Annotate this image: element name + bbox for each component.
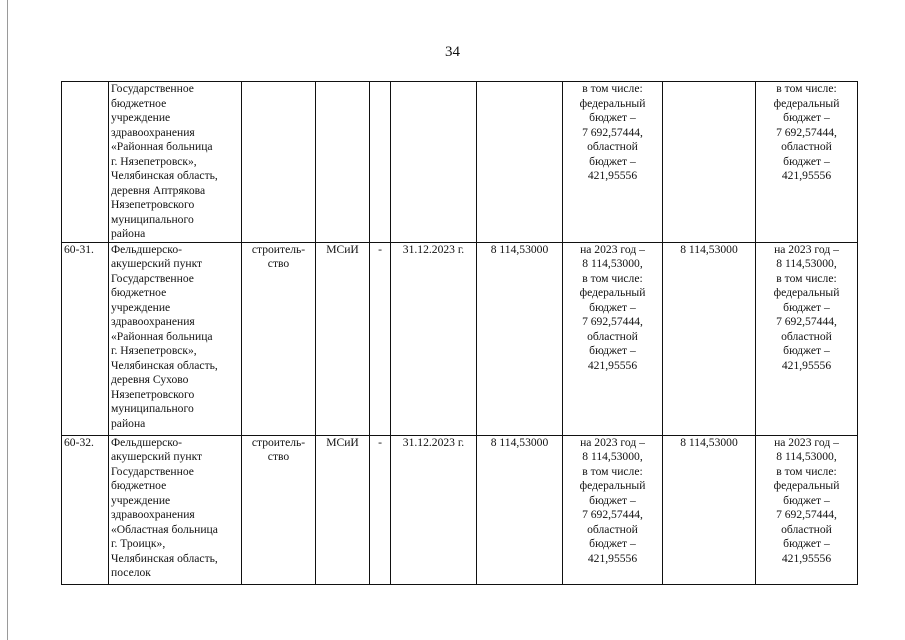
deadline-cell: 31.12.2023 г. — [391, 242, 477, 435]
object-name-cell: Фельдшерско- акушерский пункт Государственное бюджетное учреждение здравоохранения «Областная больница г. Троицк», Челябинская область, поселок — [109, 435, 242, 584]
financing-cell-2: на 2023 год – 8 114,53000, в том числе: федеральный бюджет – 7 692,57444, областной бюджет – 421,95556 — [756, 435, 858, 584]
customer-cell: МСиИ — [316, 435, 370, 584]
financing-cell-2: в том числе: федеральный бюджет – 7 692,57444, областной бюджет – 421,95556 — [756, 82, 858, 243]
page-number: 34 — [445, 44, 460, 60]
deadline-cell — [391, 82, 477, 243]
financing-cell: на 2023 год – 8 114,53000, в том числе: федеральный бюджет – 7 692,57444, областной бюджет – 421,95556 — [563, 242, 663, 435]
work-type-cell: строитель- ство — [242, 435, 316, 584]
customer-cell — [316, 82, 370, 243]
object-name-cell: Государственное бюджетное учреждение здравоохранения «Районная больница г. Нязепетровск», Челябинская область, деревня Аптрякова Нязепетровского муниципального района — [109, 82, 242, 243]
financing-cell: на 2023 год – 8 114,53000, в том числе: федеральный бюджет – 7 692,57444, областной бюджет – 421,95556 — [563, 435, 663, 584]
cost-cell-2: 8 114,53000 — [663, 242, 756, 435]
customer-cell: МСиИ — [316, 242, 370, 435]
row-number-cell: 60-32. — [62, 435, 109, 584]
work-type-cell — [242, 82, 316, 243]
cost-cell-2 — [663, 82, 756, 243]
financing-cell: в том числе: федеральный бюджет – 7 692,57444, областной бюджет – 421,95556 — [563, 82, 663, 243]
cost-cell-2: 8 114,53000 — [663, 435, 756, 584]
deadline-cell: 31.12.2023 г. — [391, 435, 477, 584]
cost-cell: 8 114,53000 — [477, 435, 563, 584]
row-number-cell: 60-31. — [62, 242, 109, 435]
financing-cell-2: на 2023 год – 8 114,53000, в том числе: федеральный бюджет – 7 692,57444, областной бюджет – 421,95556 — [756, 242, 858, 435]
dash-cell — [370, 82, 391, 243]
cost-cell: 8 114,53000 — [477, 242, 563, 435]
dash-cell: - — [370, 435, 391, 584]
table-row — [62, 435, 858, 584]
row-number-cell — [62, 82, 109, 243]
page-left-border — [7, 0, 8, 640]
object-name-cell: Фельдшерско- акушерский пункт Государственное бюджетное учреждение здравоохранения «Районная больница г. Нязепетровск», Челябинская область, деревня Сухово Нязепетровского муниципального района — [109, 242, 242, 435]
cost-cell — [477, 82, 563, 243]
table-row — [62, 82, 858, 243]
work-type-cell: строитель- ство — [242, 242, 316, 435]
objects-table — [61, 81, 858, 585]
table-row — [62, 242, 858, 435]
dash-cell: - — [370, 242, 391, 435]
